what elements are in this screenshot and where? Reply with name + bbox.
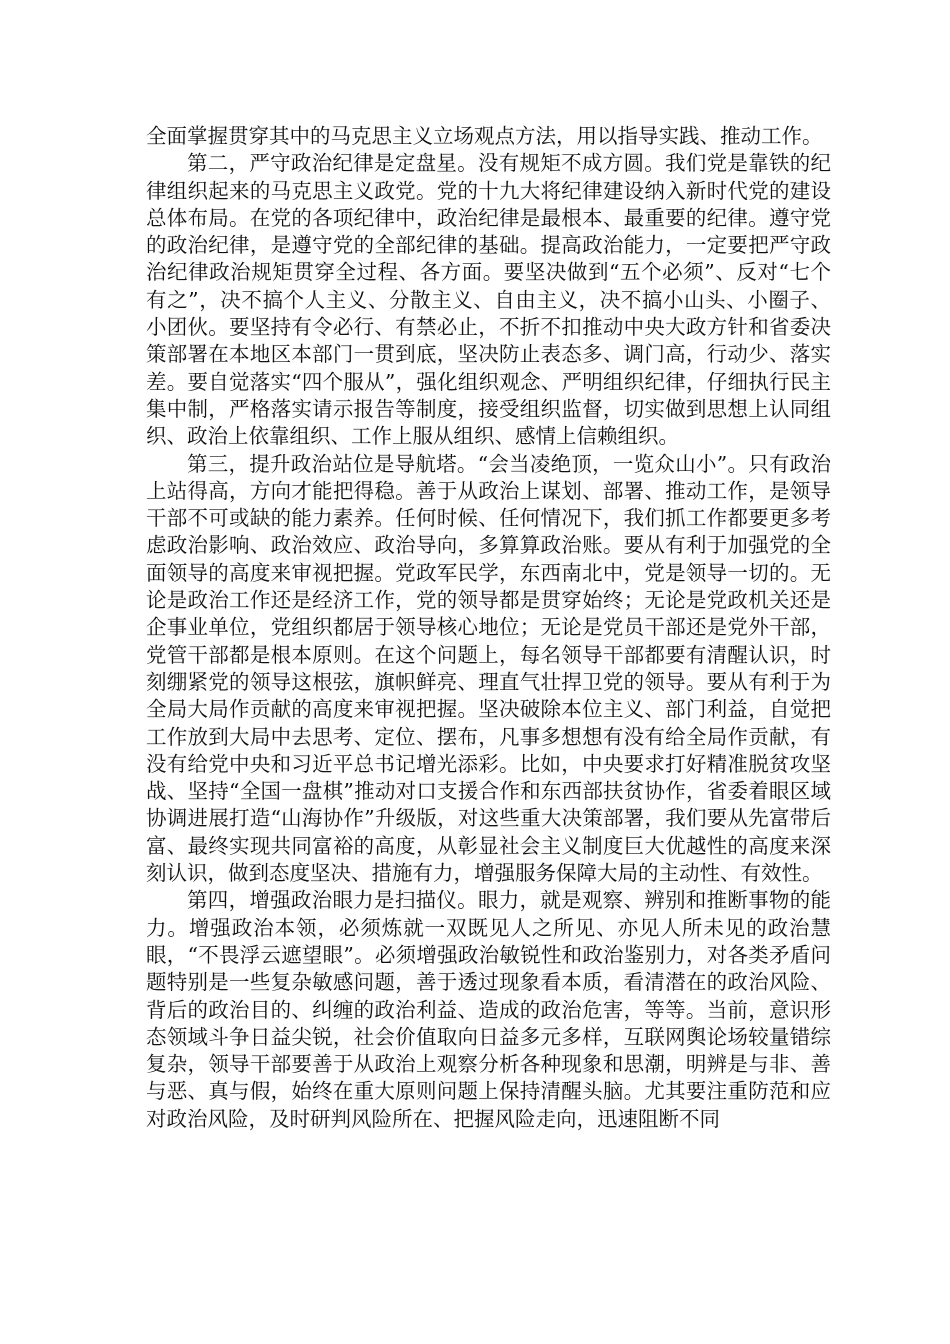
paragraph-third-political-stance: 第三，提升政治站位是导航塔。“会当凌绝顶，一览众山小”。只有政治上站得高，方向才能把得稳。善于从政治上谋划、部署、推动工作，是领导干部不可或缺的能力素养。任何时候、任何情况下，我们抓工作都要更多考虑政治影响、政治效应、政治导向，多算算政治账。要从有利于加强党的全面领导的高度来审视把握。党政军民学，东西南北中，党是领导一切的。无论是政治工作还是经济工作，党的领导都是贯穿始终；无论是党政机关还是企事业单位，党组织都居于领导核心地位；无论是党员干部还是党外干部，党管干部都是根本原则。在这个问题上，每名领导干部都要有清醒认识，时刻绷紧党的领导这根弦，旗帜鲜亮、理直气壮捍卫党的领导。要从有利于为全局大局作贡献的高度来审视把握。坚决破除本位主义、部门利益，自觉把工作放到大局中去思考、定位、摆布，凡事多想想有没有给全局作贡献，有没有给党中央和习近平总书记增光添彩。比如，中央要求打好精准脱贫攻坚战、坚持“全国一盘棋”推动对口支援合作和东西部扶贫协作，省委着眼区域协调进展打造“山海协作”升级版，对这些重大决策部署，我们要从先富带后富、最终实现共同富裕的高度，从彰显社会主义制度巨大优越性的高度来深刻认识，做到态度坚决、措施有力，增强服务保障大局的主动性、有效性。 [146, 451, 831, 886]
paragraph-fourth-political-insight: 第四，增强政治眼力是扫描仪。眼力，就是观察、辨别和推断事物的能力。增强政治本领，必须炼就一双既见人之所见、亦见人所未见的政治慧眼，“不畏浮云遮望眼”。必须增强政治敏锐性和政治鉴别力，对各类矛盾问题特别是一些复杂敏感问题，善于透过现象看本质，看清潜在的政治风险、背后的政治目的、纠缠的政治利益、造成的政治危害，等等。当前，意识形态领域斗争日益尖锐，社会价值取向日益多元多样，互联网舆论场较量错综复杂，领导干部要善于从政治上观察分析各种现象和思潮，明辨是与非、善与恶、真与假，始终在重大原则问题上保持清醒头脑。尤其要注重防范和应对政治风险，及时研判风险所在、把握风险走向，迅速阻断不同 [146, 888, 831, 1131]
document-body [146, 123, 831, 1133]
paragraph-continuation: 全面掌握贯穿其中的马克思主义立场观点方法，用以指导实践、推动工作。 [146, 124, 823, 148]
paragraph-second-political-discipline: 第二，严守政治纪律是定盘星。没有规矩不成方圆。我们党是靠铁的纪律组织起来的马克思主义政党。党的十九大将纪律建设纳入新时代党的建设总体布局。在党的各项纪律中，政治纪律是最根本、最重要的纪律。遵守党的政治纪律，是遵守党的全部纪律的基础。提高政治能力，一定要把严守政治纪律政治规矩贯穿全过程、各方面。要坚决做到“五个必须”、反对“七个有之”，决不搞个人主义、分散主义、自由主义，决不搞小山头、小圈子、小团伙。要坚持有令必行、有禁必止，不折不扣推动中央大政方针和省委决策部署在本地区本部门一贯到底，坚决防止表态多、调门高，行动少、落实差。要自觉落实“四个服从”，强化组织观念、严明组织纪律，仔细执行民主集中制，严格落实请示报告等制度，接受组织监督，切实做到思想上认同组织、政治上依靠组织、工作上服从组织、感情上信赖组织。 [146, 151, 831, 449]
